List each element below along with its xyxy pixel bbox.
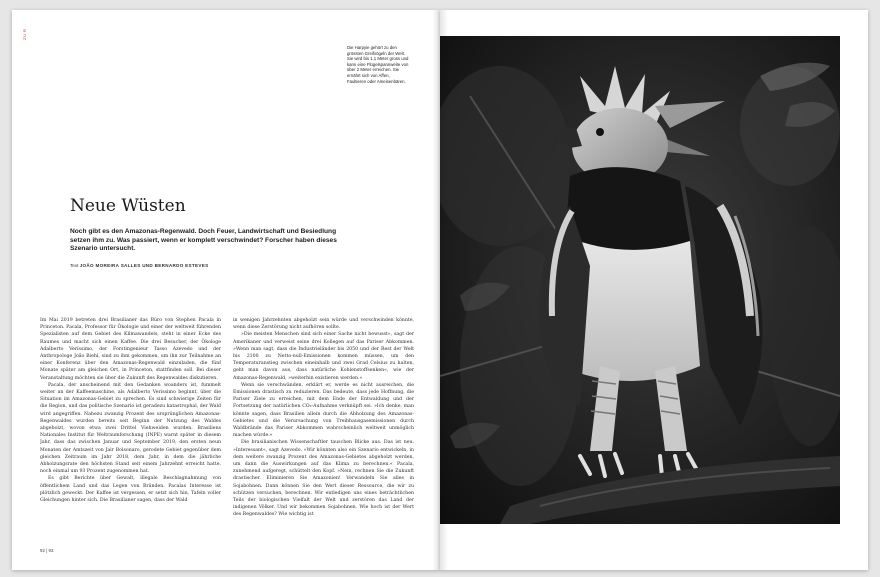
article-lead: Noch gibt es den Amazonas-Regenwald. Doch Feuer, Landwirtschaft und Besiedlung setzen ihm zu. Was passiert, wenn er komplett verschwindet? Forscher haben dieses Szenario untersucht.	[70, 228, 337, 253]
folio-left: 92	[40, 548, 45, 553]
folio-right: 93	[48, 548, 54, 553]
section-tag-label: ZU R	[22, 28, 27, 40]
body-column-1	[40, 317, 221, 545]
body-paragraph: Im Mai 2019 betreten drei Brasilianer das Büro von Stephen Pacala in Princeton. Pacala, Professor für Ökologie und einer der weltweit führenden Spezialisten auf dem Gebiet des Klimawandels, steht in einer Ecke des Raumes und macht sich einen Kaffee. Die drei Besucher, der Ökologe Adalberto Veríssimo, der Forstingenieur Tasso Azevedo und der Anthropologe João Biehl, sind zu ihm gekommen, um ihn zur Teilnahme an einer Konferenz über den Amazonas-Regenwald einzuladen, die fünf Monate später am gleichen Ort, in Princeton, stattfinden soll. Bei dieser Veranstaltung möchten sie über die Zukunft des Regenwaldes diskutieren.	[40, 318, 221, 381]
byline-authors: JOÃO MOREIRA SALLES UND BERNARDO ESTEVES	[79, 263, 209, 268]
body-column-2	[233, 317, 414, 545]
body-paragraph: »Die meisten Menschen sind sich einer Sache nicht bewusst«, sagt der Amerikaner und verweist seine drei Kollegen auf das Pariser Abkommen. »Wenn man sagt, dass die Industrieländer bis 2050 und der Rest der Welt bis 2100 zu Netto-null-Emissionen kommen müssen, um den Temperaturanstieg zwischen eineinhalb und zwei Grad Celsius zu halten, geht man davon aus, dass natürliche Kohlenstoffsenken«, wie der Amazonas-Regenwald, »weiterhin existieren werden.«	[233, 332, 414, 381]
folio-separator: |	[46, 548, 48, 553]
left-page	[12, 10, 440, 570]
body-paragraph: Die brasilianischen Wissenschaftler tauschen Blicke aus. Das ist neu. »Interessant«, sagt Azevedo. »Wir könnten also ein Szenario entwickeln, in dem weitere zwanzig Prozent des Amazonas-Gebietes abgeholzt werden, um dann die Auswirkungen auf das Klima zu berechnen.« Pacala, zunehmend aufgeregt, schüttelt den Kopf. »Nein, rechnen Sie die Zukunft drastischer. Eliminieren Sie Amazonien! Verwandeln Sie alles in Sojabohnen. Dann können Sie den Wert dieser Ressource, die wir zu schützen versuchen, berechnen. Wir entledigen uns eines beträchtlichen Teils der biologischen Vielfalt der Welt und zerstören das Land der indigenen Völker. Und wir bekommen Sojabohnen. Wie hoch ist der Wert des Regenwaldes? Wie wichtig ist	[233, 440, 414, 518]
article-title: Neue Wüsten	[70, 196, 186, 216]
right-page	[440, 10, 868, 570]
body-paragraph: Es gibt Berichte über Gewalt, illegale Beschlagnahmung von öffentlichem Land und das Legen von Bränden. Pacalas Interesse ist plötzlich geweckt. Der Kaffee ist vergessen, er setzt sich hin, Tafeln voller Gleichungen hinter sich. Die Brasilianer sagen, dass der Wald	[40, 476, 221, 504]
spine-gutter	[432, 10, 448, 570]
byline-prefix: Text	[70, 263, 80, 268]
harpy-eagle-photo	[440, 36, 840, 524]
body-paragraph: Pacala, der anscheinend mit den Gedanken woanders ist, fummelt weiter an der Kaffeemaschine, als Adalberto Veríssimo beginnt, über die Situation im Amazonas-Gebiet zu sprechen. Es sind schwierige Zeiten für die Region, und das politische Szenario ist geradezu katastrophal, der Wald wird angegriffen. Nahezu zwanzig Prozent des ursprünglichen Amazonas-Regenwaldes wurden bereits seit Beginn der Nutzung des Waldes abgeholzt, wovon etwa zwei Drittel Viehweiden wurden. Brasiliens Nationales Institut für Weltraumforschung (INPE) warnt später in diesem Jahr, dass das zwischen Januar und September 2019, den ersten neun Monaten der Amtszeit von Jair Bolsonaro, gerodete Gebiet gegenüber dem gleichen Zeitraum im Jahr 2018, dem Jahr, in dem die jährliche Abholzungsrate den höchsten Stand seit einem Jahrzehnt erreicht hatte, noch einmal um 93 Prozent zugenommen hat.	[40, 382, 221, 475]
photo-caption: Die Harpyie gehört zu den grössten Greifvögeln der Welt. Sie wird bis 1,1 Meter gross und kann eine Flügelspannweite von über 2 Meter erreichen. Sie ernährt sich von Affen, Faultieren oder Ameisenbären.	[347, 45, 409, 84]
article-byline	[70, 263, 208, 268]
body-paragraph: in wenigen Jahrzehnten abgeholzt sein würde und verschwinden könnte, wenn diese Zerstörung nicht aufhören sollte.	[233, 318, 414, 331]
body-paragraph: Wenn sie verschwänden, erklärt er, werde es nicht ausreichen, die Emissionen drastisch zu reduzieren. Das bedeute, dass jede Hoffnung, die Pariser Ziele zu erreichen, mit dem Ende der Entwaldung und der Fortsetzung der natürlichen CO₂-Aufnahme verknüpft sei. »Ich denke, man könnte sagen, dass Brasilien allein durch die Abholzung des Amazonas-Gebietes und die Verursachung von Treibhausgasemissionen durch Waldbrände das Pariser Abkommen wahrscheinlich weltweit unmöglich machen würde.«	[233, 382, 414, 439]
page-folio	[40, 548, 53, 553]
section-tag	[22, 29, 27, 40]
